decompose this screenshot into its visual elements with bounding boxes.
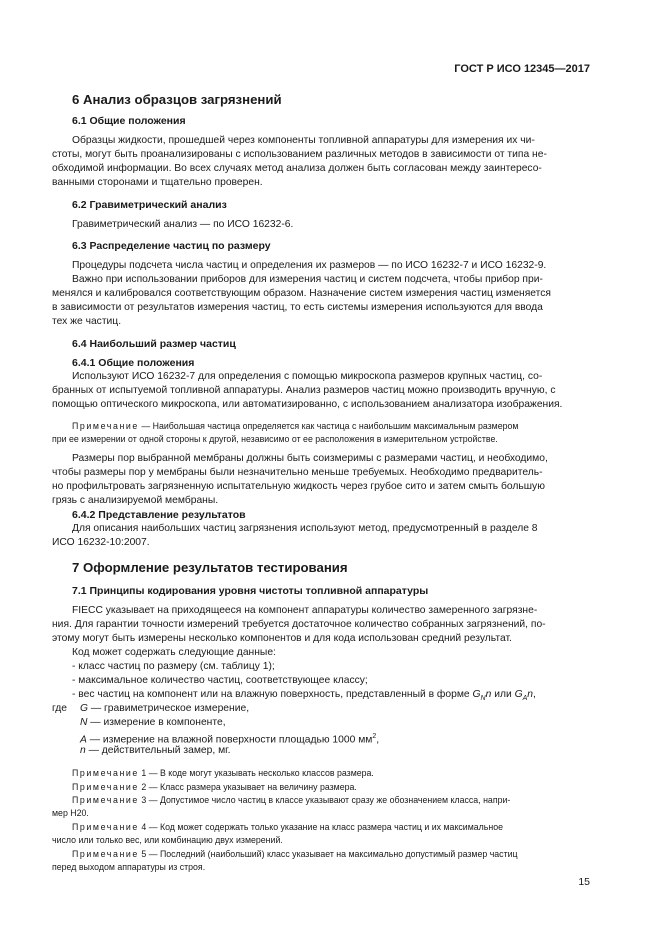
paragraph-line: ванными сторонами и тщательно проверен. [52, 177, 263, 188]
note-line: число или только вес, или комбинацию двух измерений. [52, 835, 283, 845]
paragraph-line: бранных от испытуемой топливной аппаратуры. Анализ размеров частиц можно производить вручную, с [52, 385, 556, 396]
note: Примечание — Наибольшая частица определяется как частица с наибольшим максимальным размером [72, 421, 519, 431]
section-7-title: 7 Оформление результатов тестирования [72, 560, 348, 575]
paragraph-line: стоты, могут быть проанализированы с использованием различных методов в зависимости от типа не- [52, 149, 547, 160]
list-item: - максимальное количество частиц, соответствующее классу; [72, 675, 368, 686]
definition: G — гравиметрическое измерение, [80, 703, 250, 714]
page-number: 15 [578, 876, 590, 888]
paragraph-line: Образцы жидкости, прошедшей через компоненты топливной аппаратуры для измерения их чи- [72, 135, 535, 146]
definition: N — измерение в компоненте, [80, 717, 226, 728]
note-2: Примечание 2 — Класс размера указывает на величину размера. [72, 782, 357, 792]
list-item: - класс частиц по размеру (см. таблицу 1); [72, 661, 275, 672]
paragraph-line: FIECC указывает на приходящееся на компонент аппаратуры количество замеренного загрязне- [72, 605, 538, 616]
section-6-2-title: 6.2 Гравиметрический анализ [72, 199, 227, 211]
note-3: Примечание 3 — Допустимое число частиц в классе указывают сразу же обозначением класса, напри- [72, 795, 511, 805]
definition: n — действительный замер, мг. [80, 745, 231, 756]
paragraph-line: Код может содержать следующие данные: [72, 647, 276, 658]
paragraph-line: тех же частиц. [52, 316, 122, 327]
paragraph-line: но профильтровать загрязненную испытательную жидкость через грубое сито и затем смыть большую [52, 481, 545, 492]
paragraph-line: Размеры пор выбранной мембраны должны быть соизмеримы с размерами частиц, и необходимо, [72, 453, 548, 464]
note-line: при ее измерении от одной стороны к другой, независимо от ее расположения в измерительном устройстве. [52, 434, 498, 444]
paragraph-line: обходимой информации. Во всех случаях метод анализа должен быть согласован между заинтересо- [52, 163, 542, 174]
paragraph-line: Используют ИСО 16232-7 для определения с помощью микроскопа размеров крупных частиц, со- [72, 371, 543, 382]
paragraph-line: Важно при использовании приборов для измерения частиц и систем подсчета, чтобы прибор при- [72, 274, 543, 285]
document-header: ГОСТ Р ИСО 12345—2017 [454, 63, 590, 75]
definition: A — измерение на влажной поверхности площадью 1000 $мм^2$, [80, 733, 380, 746]
note-line: перед выходом аппаратуры из строя. [52, 862, 206, 872]
note-line: мер H20. [52, 808, 89, 818]
note-4: Примечание 4 — Код может содержать только указание на класс размера частиц и их максимальное [72, 822, 504, 832]
section-7-1-title: 7.1 Принципы кодирования уровня чистоты топливной аппаратуры [72, 585, 429, 597]
paragraph-line: Процедуры подсчета числа частиц и определения их размеров — по ИСО 16232-7 и ИСО 16232-9. [72, 260, 547, 271]
section-6-4-2-title: 6.4.2 Представление результатов [72, 509, 246, 521]
note-word: Примечание [72, 421, 139, 431]
list-item: - вес частиц на компонент или на влажную поверхность, представленный в форме $G_Nn$ или $G_An$, [72, 689, 536, 703]
where-label: где [52, 703, 68, 714]
note-1: Примечание 1 — В коде могут указывать несколько классов размера. [72, 768, 374, 778]
note-5: Примечание 5 — Последний (наибольший) класс указывает на максимально допустимый размер частиц [72, 849, 518, 859]
paragraph-line: ния. Для гарантии точности измерений требуется достаточное количество собранных загрязнений, по- [52, 619, 546, 630]
paragraph-line: чтобы размеры пор у мембраны были незначительно меньше требуемых. Необходимо предваритель- [52, 467, 543, 478]
paragraph-line: ИСО 16232-10:2007. [52, 537, 150, 548]
section-6-4-1-title: 6.4.1 Общие положения [72, 357, 195, 369]
paragraph-line: помощью оптического микроскопа, или автоматизированно, с использованием анализатора изображения. [52, 399, 563, 410]
section-6-1-title: 6.1 Общие положения [72, 115, 186, 127]
section-6-3-title: 6.3 Распределение частиц по размеру [72, 240, 271, 252]
paragraph-line: менялся и калибровался соответствующим образом. Назначение систем измерения частиц изменяется [52, 288, 552, 299]
section-6-title: 6 Анализ образцов загрязнений [72, 92, 282, 107]
paragraph-line: Для описания наибольших частиц загрязнения используют метод, предусмотренный в разделе 8 [72, 523, 538, 534]
paragraph-line: в зависимости от результатов измерения частиц, то есть системы измерения используются для ввода [52, 302, 543, 313]
section-6-4-title: 6.4 Наибольший размер частиц [72, 338, 236, 350]
paragraph-line: этому могут быть измерены несколько компонентов и для кода использован средний результат. [52, 633, 512, 644]
paragraph-line: Гравиметрический анализ — по ИСО 16232-6. [72, 219, 294, 230]
paragraph-line: грязь с анализируемой мембраны. [52, 495, 219, 506]
